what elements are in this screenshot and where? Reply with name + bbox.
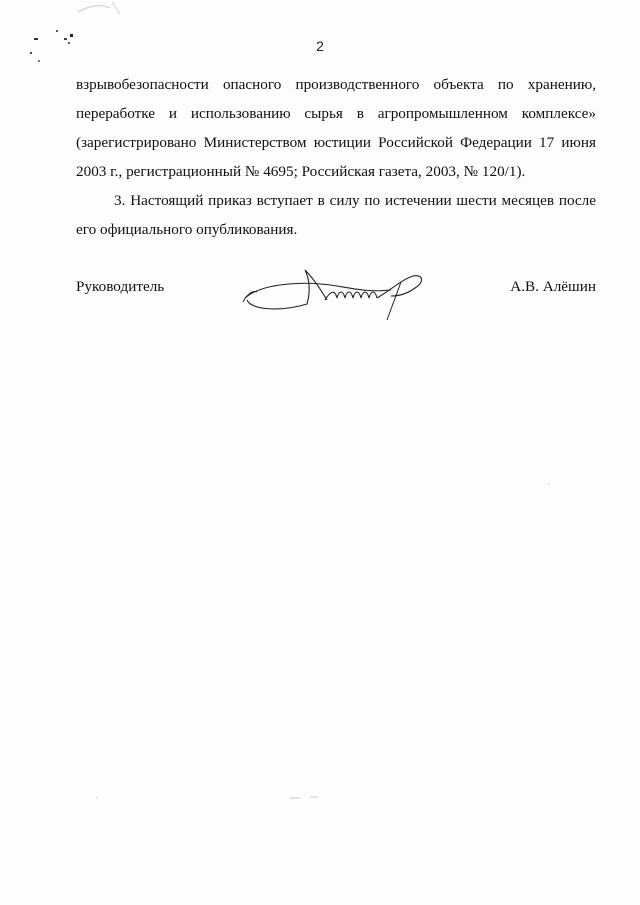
- paragraph-line: взрывобезопасности опасного производственного объекта по хранению,: [76, 76, 596, 93]
- paragraph-line: его официального опубликования.: [76, 221, 298, 238]
- signature-block: [76, 276, 596, 326]
- paragraph-line: 2003 г., регистрационный № 4695; Российская газета, 2003, № 120/1).: [76, 163, 526, 180]
- document-body: [76, 70, 596, 244]
- paragraph-line: (зарегистрировано Министерством юстиции Российской Федерации 17 июня: [76, 134, 596, 151]
- signer-name: А.В. Алёшин: [510, 278, 596, 295]
- paragraph-line: переработке и использованию сырья в агропромышленном комплексе»: [76, 105, 596, 122]
- paragraph-line: 3. Настоящий приказ вступает в силу по истечении шести месяцев после: [114, 192, 596, 209]
- signature-icon: [241, 260, 431, 324]
- page-number: 2: [316, 38, 324, 54]
- signer-title: Руководитель: [76, 278, 165, 295]
